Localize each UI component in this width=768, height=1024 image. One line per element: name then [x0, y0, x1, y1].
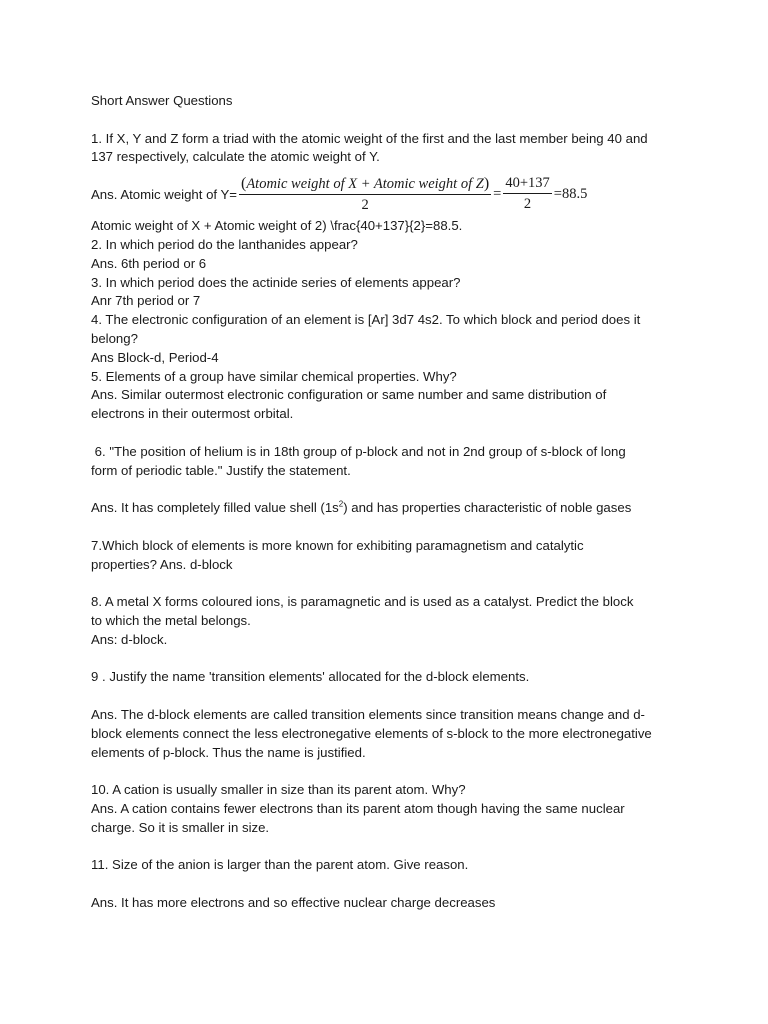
question-5: 5. Elements of a group have similar chemical properties. Why?: [91, 368, 457, 384]
formula-fraction-2-denominator: 2: [523, 196, 532, 213]
question-1-line-2: 137 respectively, calculate the atomic weight of Y.: [91, 149, 380, 165]
answer-6: Ans. It has completely filled value shell $(1s^2)$ and has properties characteristic of noble gases: [91, 499, 632, 516]
answer-8: Ans: d-block.: [91, 631, 168, 647]
question-10: 10. A cation is usually smaller in size than its parent atom. Why?: [91, 782, 466, 798]
question-2: 2. In which period do the lanthanides appear?: [91, 236, 358, 252]
answer-10-line-2: charge. So it is smaller in size.: [91, 819, 270, 835]
answer-11: Ans. It has more electrons and so effective nuclear charge decreases: [91, 894, 496, 910]
answer-5-line-1: Ans. Similar outermost electronic configuration or same number and same distribution of: [91, 387, 607, 403]
answer-4: Ans Block-d, Period-4: [91, 349, 219, 365]
superscript: 2: [338, 499, 344, 509]
answer-1-raw-line: Atomic weight of X + Atomic weight of 2) \frac{40+137}{2}=88.5.: [91, 218, 463, 234]
question-3: 3. In which period does the actinide series of elements appear?: [91, 274, 461, 290]
document-page: [91, 92, 671, 913]
answer-1-formula: [91, 171, 671, 217]
question-11: 11. Size of the anion is larger than the parent atom. Give reason.: [91, 857, 469, 873]
question-8-line-1: 8. A metal X forms coloured ions, is paramagnetic and is used as a catalyst. Predict the block: [91, 594, 634, 610]
answer-10-line-1: Ans. A cation contains fewer electrons than its parent atom though having the same nuclear: [91, 800, 625, 816]
formula-equals-1: =: [493, 185, 502, 202]
question-1-line-1: 1. If X, Y and Z form a triad with the atomic weight of the first and the last member being 40 and: [91, 130, 648, 146]
question-6-line-2: form of periodic table." Justify the statement.: [91, 462, 351, 478]
formula-fraction-2: [503, 175, 551, 213]
formula-fraction-2-numerator: 40+137: [503, 175, 551, 194]
question-7-line-2: properties? Ans. d-block: [91, 556, 233, 572]
atomic-weight-formula: [237, 175, 587, 214]
question-6-line-1: 6. "The position of helium is in 18th group of p-block and not in 2nd group of s-block of long: [91, 443, 626, 459]
answer-9-line-2: block elements connect the less electronegative elements of s-block to the more electronegative: [91, 725, 652, 741]
formula-result: =88.5: [553, 185, 588, 202]
question-9: 9 . Justify the name 'transition elements' allocated for the d-block elements.: [91, 669, 530, 685]
answer-5-line-2: electrons in their outermost orbital.: [91, 406, 294, 422]
answer-1-prefix: Ans. Atomic weight of Y=: [91, 186, 237, 202]
page-title: Short Answer Questions: [91, 93, 233, 108]
answer-9-line-1: Ans. The d-block elements are called transition elements since transition means change and d-: [91, 706, 645, 722]
question-4-line-2: belong?: [91, 330, 138, 346]
answer-9-line-3: elements of p-block. Thus the name is justified.: [91, 744, 366, 760]
answer-2: Ans. 6th period or 6: [91, 255, 207, 271]
answer-3: Anr 7th period or 7: [91, 293, 201, 309]
question-4-line-1: 4. The electronic configuration of an element is [Ar] 3d7 4s2. To which block and period does it: [91, 312, 641, 328]
formula-numerator: (Atomic weight of X + Atomic weight of Z): [239, 175, 491, 195]
formula-fraction-1: [239, 175, 491, 214]
formula-denominator: 2: [361, 196, 369, 213]
question-8-line-2: to which the metal belongs.: [91, 612, 251, 628]
question-7-line-1: 7.Which block of elements is more known for exhibiting paramagnetism and catalytic: [91, 537, 584, 553]
